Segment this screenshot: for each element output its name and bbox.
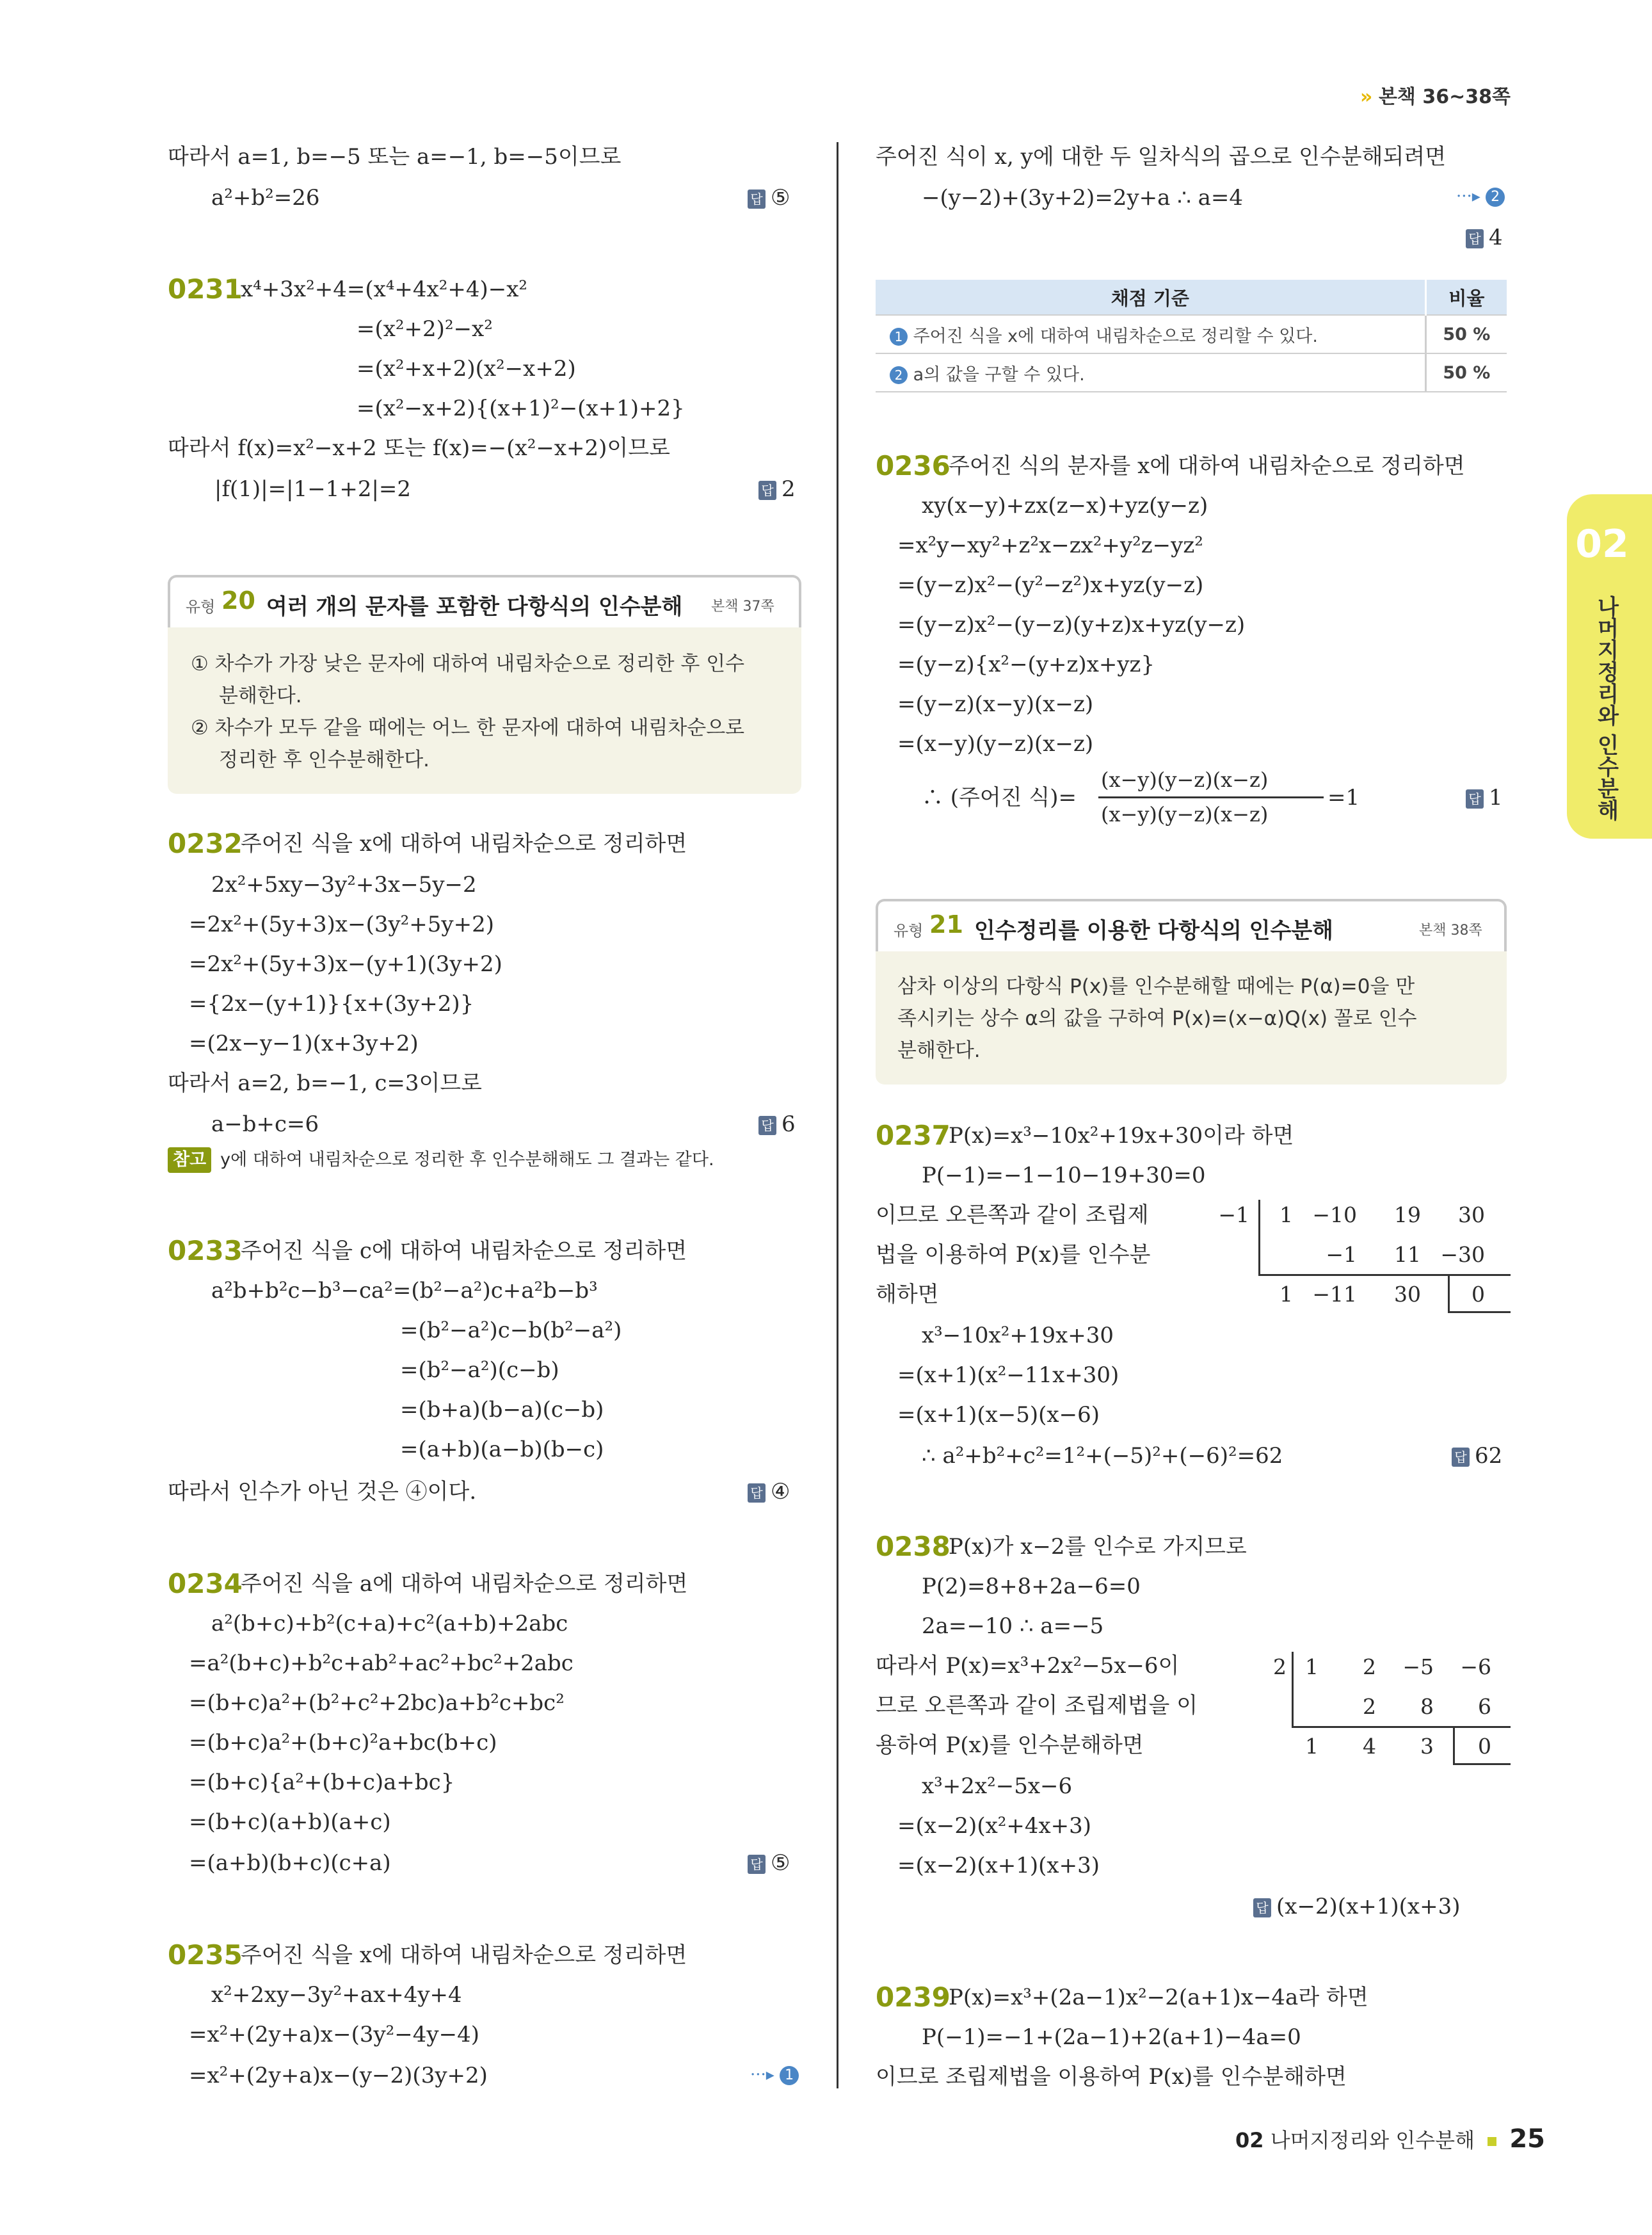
- p0238-line-2: 2a=−10 ∴ a=−5: [922, 1613, 1104, 1639]
- p0236-line-3: =(y−z)x²−(y²−z²)x+yz(y−z): [897, 572, 1204, 598]
- note-text: y에 대하여 내림차순으로 정리한 후 인수분해해도 그 결과는 같다.: [220, 1150, 714, 1170]
- problem-number-0233: 0233: [168, 1235, 243, 1266]
- p0238-line-8: =(x−2)(x+1)(x+3): [897, 1853, 1100, 1878]
- ratio-header: 비율: [1425, 280, 1507, 315]
- page-header: [1360, 85, 1511, 110]
- p0238-line-5: 용하여 P(x)를 인수분해하면: [876, 1732, 1144, 1758]
- side-tab-title: 나머지정리와 인수분해: [1593, 595, 1619, 821]
- p0238-line-6: x³+2x²−5x−6: [922, 1773, 1073, 1799]
- answer-icon: 답: [1253, 1898, 1271, 1917]
- page-footer: [1235, 2124, 1545, 2155]
- problem-number-0236: 0236: [876, 450, 950, 481]
- type20-header: [168, 575, 801, 627]
- p0231-line-2: =(x²+x+2)(x²−x+2): [357, 356, 576, 382]
- p0237-line-0: P(x)=x³−10x²+19x+30이라 하면: [949, 1123, 1294, 1149]
- syn-r1-c1: 2: [1363, 1654, 1376, 1679]
- right-top-line-1: −(y−2)+(3y+2)=2y+a ∴ a=4: [922, 185, 1244, 211]
- synthetic-division-0237: [1203, 1200, 1511, 1328]
- p0232-line-6: 따라서 a=2, b=−1, c=3이므로: [168, 1070, 483, 1096]
- p0232-line-3: =2x²+(5y+3)x−(y+1)(3y+2): [189, 951, 502, 977]
- p0235-line-0: 주어진 식을 x에 대하여 내림차순으로 정리하면: [241, 1942, 687, 1968]
- answer-icon: 답: [1466, 229, 1484, 248]
- p0232-line-1: 2x²+5xy−3y²+3x−5y−2: [211, 872, 477, 898]
- problem-number-0239: 0239: [876, 1981, 950, 2013]
- syn-r1-c3: 30: [1458, 1202, 1485, 1227]
- p0233-line-3: =(b²−a²)(c−b): [400, 1357, 559, 1383]
- p0235-line-1: x²+2xy−3y²+ax+4y+4: [211, 1982, 462, 2008]
- syn-vertical-line: [1258, 1200, 1260, 1275]
- syn-r2-c3: 6: [1478, 1694, 1491, 1719]
- syn-remainder-box: [1453, 1726, 1455, 1764]
- syn-r2-c1: −1: [1326, 1242, 1357, 1267]
- right-top-line-0: 주어진 식이 x, y에 대한 두 일차식의 곱으로 인수분해되려면: [876, 144, 1447, 170]
- footer-square-icon: [1488, 2137, 1496, 2146]
- answer-icon: 답: [1452, 1448, 1470, 1467]
- p0239-line-2: 이므로 조립제법을 이용하여 P(x)를 인수분해하면: [876, 2064, 1347, 2090]
- type-ref: 본책 37쪽: [711, 599, 774, 615]
- step-marker-icon: 1: [890, 328, 908, 346]
- p0239-line-1: P(−1)=−1+(2a−1)+2(a+1)−4a=0: [922, 2024, 1301, 2050]
- type-title: 여러 개의 문자를 포함한 다항식의 인수분해: [266, 594, 683, 620]
- problem-number-0231: 0231: [168, 273, 243, 305]
- syn-root: 2: [1273, 1654, 1287, 1679]
- side-tab-number: 02: [1575, 522, 1629, 567]
- syn-remainder-box-bottom: [1448, 1311, 1511, 1313]
- fraction-bar: [1098, 796, 1324, 798]
- p0238-answer: 답 (x−2)(x+1)(x+3): [1253, 1894, 1460, 1919]
- type-label: 유형: [894, 922, 924, 940]
- syn-r2-c2: 8: [1420, 1694, 1434, 1719]
- syn-r3-c1: 4: [1363, 1734, 1376, 1759]
- p0233-line-0: 주어진 식을 c에 대하여 내림차순으로 정리하면: [241, 1238, 687, 1264]
- answer-icon: 답: [748, 190, 766, 209]
- problem-number-0232: 0232: [168, 828, 243, 859]
- right-top-answer: 답 4: [1466, 225, 1503, 250]
- answer-icon: 답: [748, 1483, 766, 1503]
- ratio-row-0: 50 %: [1425, 315, 1507, 353]
- p0232-line-2: =2x²+(5y+3)x−(3y²+5y+2): [189, 912, 495, 937]
- problem-number-0238: 0238: [876, 1531, 950, 1562]
- p0234-answer: 답 ⑤: [748, 1850, 790, 1876]
- p0238-line-7: =(x−2)(x²+4x+3): [897, 1813, 1092, 1839]
- type-number: 20: [221, 586, 255, 615]
- p0236-line-2: =x²y−xy²+z²x−zx²+y²z−yz²: [897, 533, 1203, 558]
- p0237-line-7: =(x+1)(x−5)(x−6): [897, 1402, 1100, 1428]
- syn-r2-c2: 11: [1394, 1242, 1421, 1267]
- p0236-fraction-prefix: ∴ (주어진 식)=: [922, 785, 1077, 811]
- p0236-line-6: =(y−z)(x−y)(x−z): [897, 691, 1094, 717]
- ratio-row-1: 50 %: [1425, 353, 1507, 392]
- p0237-line-6: =(x+1)(x²−11x+30): [897, 1362, 1119, 1388]
- p0236-line-4: =(y−z)x²−(y−z)(y+z)x+yz(y−z): [897, 612, 1246, 638]
- p0234-line-5: =(b+c){a²+(b+c)a+bc}: [189, 1770, 455, 1795]
- p0231-line-0: x⁴+3x²+4=(x⁴+4x²+4)−x²: [241, 277, 528, 302]
- criteria-text: 주어진 식을 x에 대하여 내림차순으로 정리할 수 있다.: [913, 326, 1318, 346]
- criteria-row-1: [876, 353, 1425, 392]
- syn-remainder-box-bottom: [1453, 1763, 1511, 1765]
- syn-r3-c0: 1: [1305, 1734, 1319, 1759]
- p0236-line-1: xy(x−y)+zx(z−x)+yz(y−z): [922, 493, 1208, 519]
- step-marker-icon: 2: [1486, 188, 1505, 207]
- p0232-answer: 답 6: [758, 1111, 796, 1137]
- p0237-line-8: ∴ a²+b²+c²=1²+(−5)²+(−6)²=62: [922, 1443, 1283, 1469]
- synthetic-division-0238: [1235, 1652, 1511, 1780]
- type21-line-1: 족시키는 상수 α의 값을 구하여 P(x)=(x−α)Q(x) 꼴로 인수: [897, 1007, 1417, 1030]
- type-title: 인수정리를 이용한 다항식의 인수분해: [974, 918, 1334, 944]
- p0231-answer: 답 2: [758, 476, 796, 502]
- p0238-line-1: P(2)=8+8+2a−6=0: [922, 1574, 1141, 1599]
- answer-icon: 답: [758, 481, 776, 500]
- syn-horizontal-line: [1258, 1274, 1511, 1276]
- type21-line-0: 삼차 이상의 다항식 P(x)를 인수분해할 때에는 P(α)=0을 만: [897, 975, 1415, 998]
- type-number: 21: [929, 910, 963, 939]
- type-label: 유형: [186, 598, 216, 616]
- syn-r1-c2: 19: [1394, 1202, 1421, 1227]
- problem-number-0237: 0237: [876, 1120, 950, 1151]
- step-marker-icon: 1: [780, 2066, 799, 2085]
- page-number: 25: [1509, 2124, 1546, 2154]
- problem-number-0235: 0235: [168, 1939, 243, 1971]
- p0234-line-0: 주어진 식을 a에 대하여 내림차순으로 정리하면: [241, 1571, 688, 1597]
- right-top-step: ···▸ 2: [1456, 187, 1505, 207]
- p0234-line-7: =(a+b)(b+c)(c+a): [189, 1850, 391, 1876]
- syn-r3-c3: 0: [1472, 1282, 1485, 1307]
- syn-vertical-line: [1292, 1652, 1294, 1727]
- p0232-line-0: 주어진 식을 x에 대하여 내림차순으로 정리하면: [241, 831, 687, 857]
- p0232-line-5: =(2x−y−1)(x+3y+2): [189, 1031, 419, 1056]
- p0233-line-6: 따라서 인수가 아닌 것은 ④이다.: [168, 1479, 477, 1505]
- p0233-line-4: =(b+a)(b−a)(c−b): [400, 1397, 604, 1423]
- p0234-line-6: =(b+c)(a+b)(a+c): [189, 1809, 391, 1835]
- chevron-icon: »: [1360, 86, 1373, 108]
- p0237-line-3: 법을 이용하여 P(x)를 인수분: [876, 1242, 1151, 1268]
- syn-r3-c0: 1: [1279, 1282, 1293, 1307]
- type-ref: 본책 38쪽: [1419, 923, 1482, 939]
- syn-r1-c0: 1: [1305, 1654, 1319, 1679]
- p0234-line-3: =(b+c)a²+(b²+c²+2bc)a+b²c+bc²: [189, 1690, 565, 1716]
- problem-number-0234: 0234: [168, 1568, 243, 1599]
- p0236-line-0: 주어진 식의 분자를 x에 대하여 내림차순으로 정리하면: [949, 453, 1465, 479]
- left-top-answer: 답 ⑤: [748, 185, 790, 211]
- p0233-answer: 답 ④: [748, 1479, 790, 1505]
- p0236-fraction-denominator: (x−y)(y−z)(x−z): [1101, 802, 1269, 827]
- p0231-line-5: |f(1)|=|1−1+2|=2: [214, 476, 412, 502]
- left-top-line-0: 따라서 a=1, b=−5 또는 a=−1, b=−5이므로: [168, 144, 622, 170]
- syn-r1-c0: 1: [1279, 1202, 1293, 1227]
- p0236-line-7: =(x−y)(y−z)(x−z): [897, 731, 1094, 757]
- p0236-answer: 답 1: [1466, 785, 1503, 811]
- type20-line-1: 분해한다.: [219, 684, 302, 707]
- syn-r3-c3: 0: [1478, 1734, 1491, 1759]
- p0238-line-3: 따라서 P(x)=x³+2x²−5x−6이: [876, 1653, 1180, 1679]
- p0238-line-4: 므로 오른쪽과 같이 조립제법을 이: [876, 1693, 1198, 1718]
- p0233-line-2: =(b²−a²)c−b(b²−a²): [400, 1318, 622, 1343]
- syn-r3-c2: 3: [1420, 1734, 1434, 1759]
- column-divider: [837, 142, 838, 2088]
- p0236-fraction-suffix: =1: [1327, 785, 1360, 811]
- answer-icon: 답: [748, 1855, 766, 1874]
- p0236-fraction-numerator: (x−y)(y−z)(x−z): [1101, 768, 1269, 792]
- p0235-line-2: =x²+(2y+a)x−(3y²−4y−4): [189, 2022, 480, 2047]
- p0236-line-5: =(y−z){x²−(y+z)x+yz}: [897, 652, 1155, 677]
- answer-icon: 답: [1466, 789, 1484, 809]
- p0232-line-7: a−b+c=6: [211, 1111, 319, 1137]
- footer-chapter-title: 나머지정리와 인수분해: [1270, 2128, 1475, 2152]
- p0234-line-2: =a²(b+c)+b²c+ab²+ac²+bc²+2abc: [189, 1650, 573, 1676]
- syn-r1-c1: −10: [1312, 1202, 1357, 1227]
- criteria-header: 채점 기준: [876, 280, 1425, 315]
- p0231-line-4: 따라서 f(x)=x²−x+2 또는 f(x)=−(x²−x+2)이므로: [168, 435, 670, 461]
- syn-r1-c2: −5: [1402, 1654, 1434, 1679]
- syn-remainder-box: [1448, 1274, 1450, 1312]
- p0237-line-2: 이므로 오른쪽과 같이 조립제: [876, 1202, 1149, 1228]
- p0239-line-0: P(x)=x³+(2a−1)x²−2(a+1)x−4a라 하면: [949, 1985, 1368, 2010]
- p0237-line-4: 해하면: [876, 1282, 939, 1307]
- p0231-line-1: =(x²+2)²−x²: [357, 316, 493, 342]
- type21-header: [876, 899, 1507, 951]
- header-ref: 본책 36~38쪽: [1378, 86, 1511, 108]
- p0237-line-1: P(−1)=−1−10−19+30=0: [922, 1163, 1206, 1188]
- scoring-criteria-table: [876, 280, 1507, 392]
- syn-r1-c3: −6: [1460, 1654, 1491, 1679]
- criteria-text: a의 값을 구할 수 있다.: [913, 364, 1085, 385]
- p0233-line-5: =(a+b)(a−b)(b−c): [400, 1437, 604, 1462]
- p0237-line-5: x³−10x²+19x+30: [922, 1323, 1114, 1348]
- p0231-line-3: =(x²−x+2){(x+1)²−(x+1)+2}: [357, 396, 685, 421]
- p0238-line-0: P(x)가 x−2를 인수로 가지므로: [949, 1534, 1247, 1560]
- note-label: 참고: [168, 1147, 211, 1173]
- p0237-answer: 답 62: [1452, 1443, 1502, 1469]
- p0232-line-4: ={2x−(y+1)}{x+(3y+2)}: [189, 991, 474, 1017]
- left-top-line-1: a²+b²=26: [211, 185, 320, 211]
- step-marker-icon: 2: [890, 366, 908, 384]
- syn-horizontal-line: [1292, 1726, 1511, 1728]
- type20-line-2: ② 차수가 모두 같을 때에는 어느 한 문자에 대하여 내림차순으로: [191, 716, 745, 739]
- p0234-line-4: =(b+c)a²+(b+c)²a+bc(b+c): [189, 1730, 497, 1755]
- criteria-row-0: [876, 315, 1425, 353]
- syn-r2-c1: 2: [1363, 1694, 1376, 1719]
- answer-icon: 답: [758, 1116, 776, 1135]
- p0233-line-1: a²b+b²c−b³−ca²=(b²−a²)c+a²b−b³: [211, 1278, 598, 1303]
- syn-r3-c2: 30: [1394, 1282, 1421, 1307]
- type20-line-3: 정리한 후 인수분해한다.: [219, 748, 430, 771]
- p0235-line-3: =x²+(2y+a)x−(y−2)(3y+2): [189, 2063, 488, 2088]
- syn-r2-c3: −30: [1440, 1242, 1485, 1267]
- footer-chapter-num: 02: [1235, 2128, 1264, 2152]
- syn-r3-c1: −11: [1312, 1282, 1357, 1307]
- type21-line-2: 분해한다.: [897, 1039, 981, 1062]
- p0232-note: [168, 1147, 714, 1173]
- type20-line-0: ① 차수가 가장 낮은 문자에 대하여 내림차순으로 정리한 후 인수: [191, 652, 745, 675]
- p0234-line-1: a²(b+c)+b²(c+a)+c²(a+b)+2abc: [211, 1611, 568, 1636]
- p0235-step: ···▸ 1: [750, 2065, 799, 2085]
- syn-root: −1: [1218, 1202, 1249, 1227]
